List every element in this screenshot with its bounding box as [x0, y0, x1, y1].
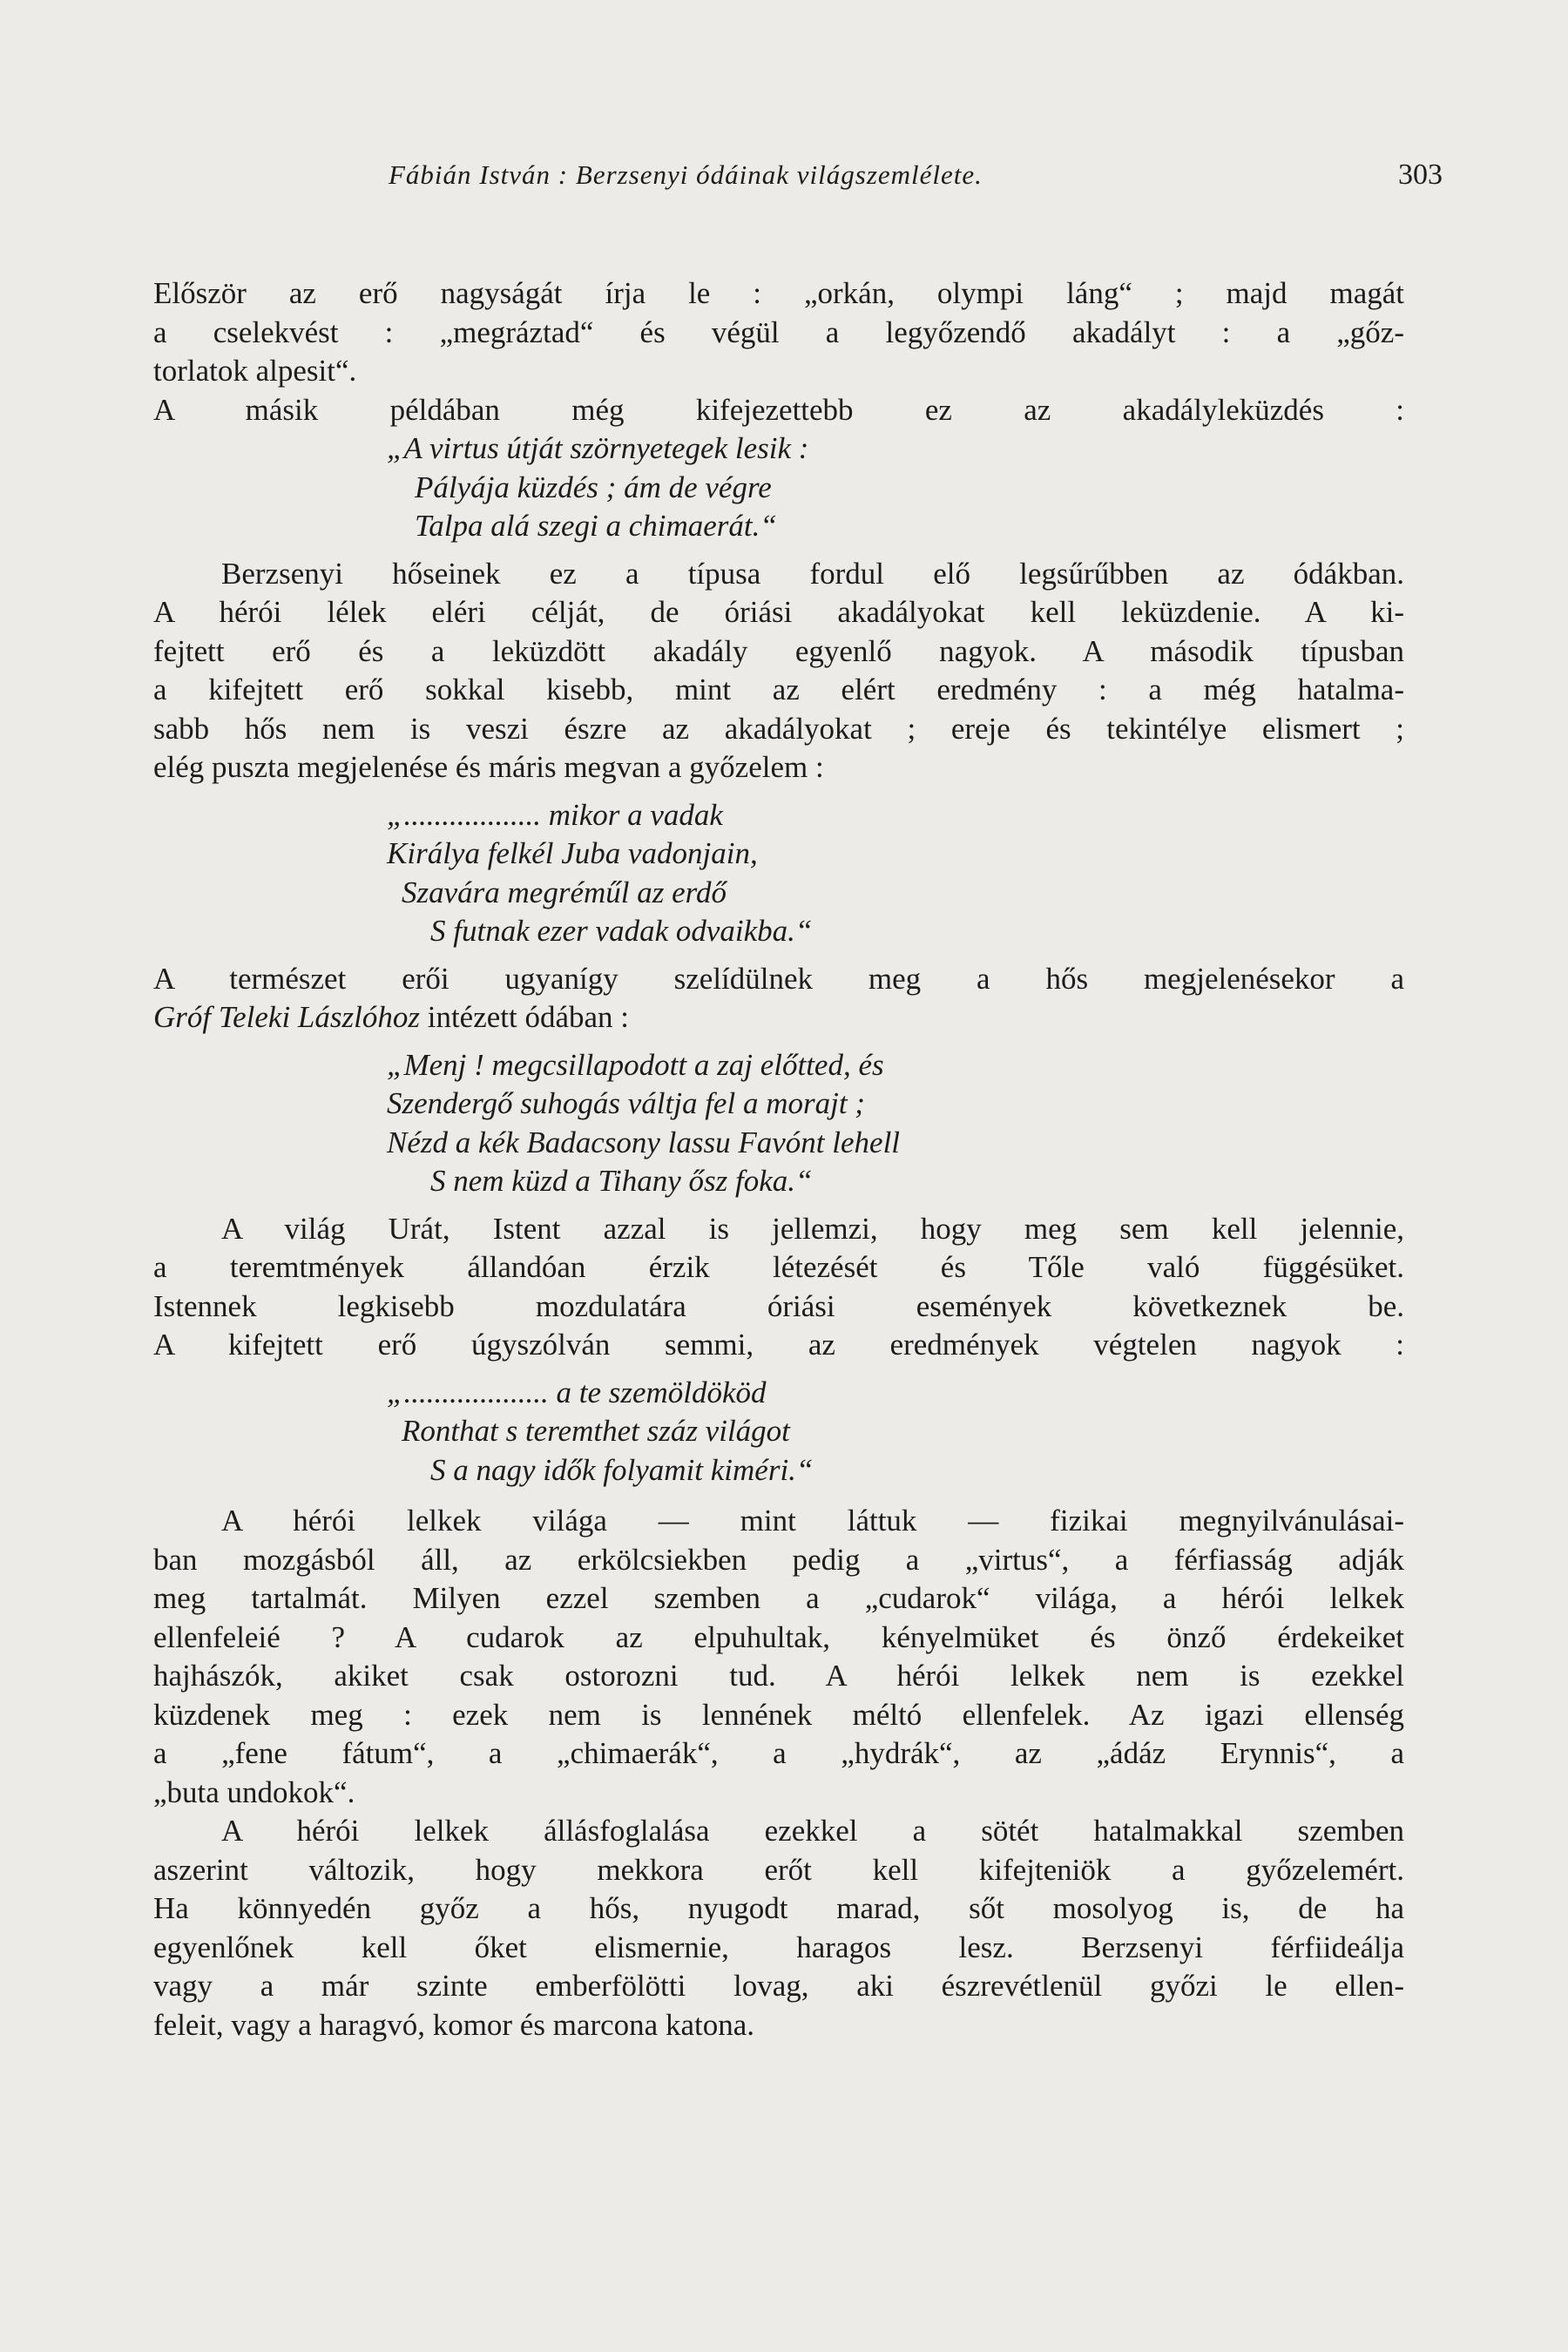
verse-line: Pályája küzdés ; ám de végre	[415, 470, 772, 504]
text-line: fejtett erő és a leküzdött akadály egyenlő nagyok. A második típusban	[153, 633, 1404, 668]
verse-line: Szendergő suhogás váltja fel a morajt ;	[387, 1086, 865, 1120]
text-line: a teremtmények állandóan érzik létezését és Tőle való függésüket.	[153, 1250, 1404, 1284]
text-line: ellenfeleié ? A cudarok az elpuhultak, kényelmüket és önző érdekeiket	[153, 1619, 1404, 1654]
text-line: hajhászók, akiket csak ostorozni tud. A hérói lelkek nem is ezekkel	[153, 1659, 1404, 1693]
verse-line: Szavára megréműl az erdő	[402, 875, 727, 909]
verse-line: „.................. mikor a vadak	[387, 797, 723, 832]
text-line	[153, 998, 1404, 1037]
text-line: egyenlőnek kell őket elismernie, haragos lesz. Berzsenyi férfiideálja	[153, 1930, 1404, 1964]
text-line: torlatok alpesit“.	[153, 354, 357, 388]
text-line: vagy a már szinte emberfölötti lovag, aki észrevétlenül győzi le ellen-	[153, 1969, 1404, 2003]
text-line: ban mozgásból áll, az erkölcsiekben pedig a „virtus“, a férfiasság adják	[153, 1542, 1404, 1577]
verse-line: Ronthat s teremthet száz világot	[402, 1414, 790, 1448]
text-line: Először az erő nagyságát írja le : „orkán, olympi láng“ ; majd magát	[153, 276, 1404, 310]
verse-line: S futnak ezer vadak odvaikba.“	[430, 914, 813, 948]
text-line: Istennek legkisebb mozdulatára óriási események következnek be.	[153, 1288, 1404, 1323]
verse-line: Nézd a kék Badacsony lassu Favónt lehell	[387, 1125, 901, 1159]
text-line: A világ Urát, Istent azzal is jellemzi, hogy meg sem kell jelennie,	[221, 1211, 1404, 1246]
verse-line: Királya felkél Juba vadonjain,	[387, 836, 758, 870]
page-number: 303	[1398, 159, 1443, 191]
verse-line: S a nagy idők folyamit kiméri.“	[430, 1452, 814, 1487]
text-line: meg tartalmát. Milyen ezzel szemben a „cudarok“ világa, a hérói lelkek	[153, 1581, 1404, 1615]
text-line: Berzsenyi hőseinek ez a típusa fordul elő legsűrűbben az ódákban.	[221, 556, 1404, 591]
verse-line: „................... a te szemöldököd	[387, 1375, 767, 1409]
page-header	[153, 153, 1443, 197]
verse-line: Talpa alá szegi a chimaerát.“	[415, 509, 777, 543]
verse-line: S nem küzd a Tihany ősz foka.“	[430, 1164, 813, 1198]
text-line: aszerint változik, hogy mekkora erőt kell kifejteniök a győzelemért.	[153, 1852, 1404, 1887]
text-line: a cselekvést : „megráztad“ és végül a legyőzendő akadályt : a „gőz-	[153, 314, 1404, 349]
ode-title: Gróf Teleki Lászlóhoz	[153, 1000, 420, 1034]
text-line: Ha könnyedén győz a hős, nyugodt marad, sőt mosolyog is, de ha	[153, 1891, 1404, 1925]
text-line: a „fene fátum“, a „chimaerák“, a „hydrák“, az „ádáz Erynnis“, a	[153, 1736, 1404, 1770]
text-line: küzdenek meg : ezek nem is lennének méltó ellenfelek. Az igazi ellenség	[153, 1697, 1404, 1732]
text-line: a kifejtett erő sokkal kisebb, mint az elért eredmény : a még hatalma-	[153, 672, 1404, 706]
text-line: A hérói lelkek világa — mint láttuk — fizikai megnyilvánulásai-	[221, 1504, 1404, 1538]
text-line: elég puszta megjelenése és máris megvan a győzelem :	[153, 750, 824, 784]
text-line: A hérói lélek eléri célját, de óriási akadályokat kell leküzdenie. A ki-	[153, 595, 1404, 629]
text-line: A természet erői ugyanígy szelídülnek meg a hős megjelenésekor a	[153, 961, 1404, 996]
text-fragment: intézett ódában :	[427, 1000, 630, 1034]
page-body	[153, 274, 1404, 2044]
verse-line: „Menj ! megcsillapodott a zaj előtted, és	[387, 1047, 884, 1082]
running-title: Fábián István : Berzsenyi ódáinak világszemlélete.	[389, 159, 983, 190]
text-line: A hérói lelkek állásfoglalása ezekkel a sötét hatalmakkal szemben	[221, 1814, 1404, 1848]
text-line: „buta undokok“.	[153, 1774, 355, 1809]
text-line: A másik példában még kifejezettebb ez az akadályleküzdés :	[153, 392, 1404, 427]
text-line: sabb hős nem is veszi észre az akadályokat ; ereje és tekintélye elismert ;	[153, 711, 1404, 746]
verse-line: „A virtus útját szörnyetegek lesik :	[387, 431, 809, 465]
text-line: feleit, vagy a haragvó, komor és marcona katona.	[153, 2007, 755, 2042]
text-line: A kifejtett erő úgyszólván semmi, az eredmények végtelen nagyok :	[153, 1328, 1404, 1362]
